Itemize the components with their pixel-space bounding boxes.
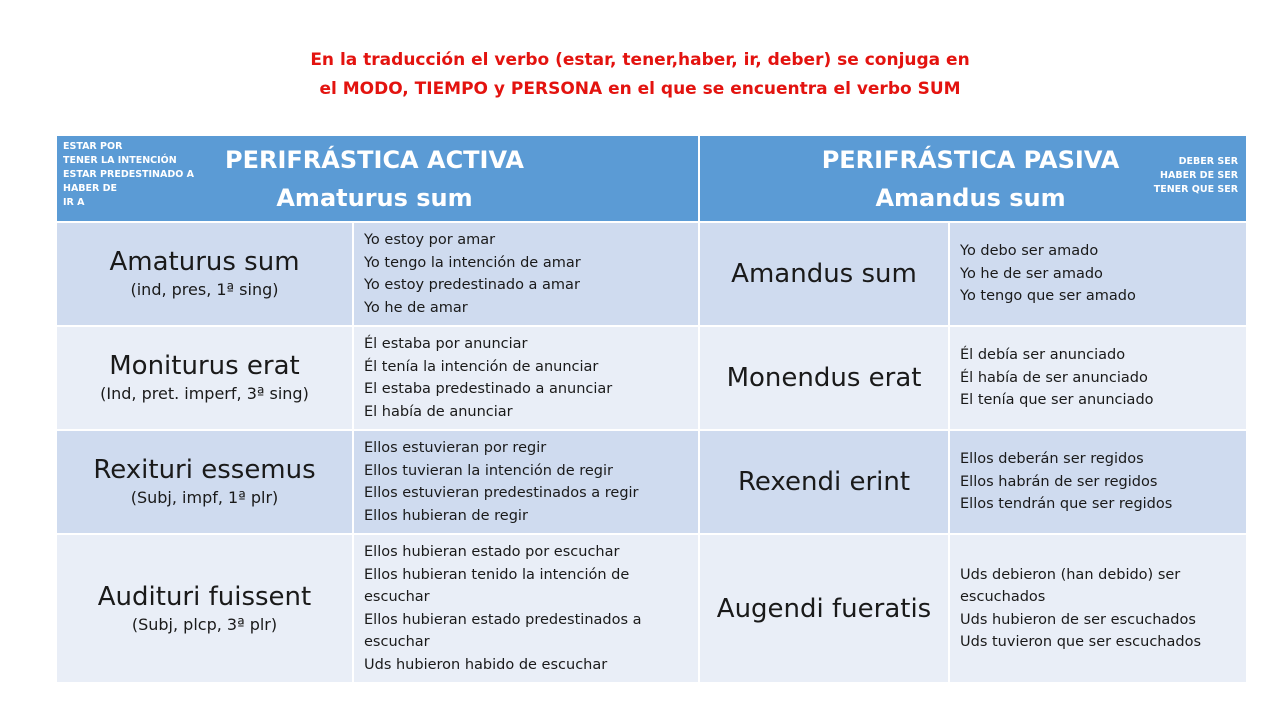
passive-verb: Rexendi erint — [699, 430, 949, 534]
passive-translations — [949, 222, 1247, 326]
translation-line: Uds hubieron habido de escuchar — [364, 656, 608, 673]
passive-verb: Augendi fueratis — [699, 534, 949, 683]
translation-line: Yo estoy por amar — [364, 232, 496, 248]
translation-note — [200, 46, 1080, 104]
table-row — [56, 222, 1247, 326]
active-grammar: (Subj, impf, 1ª plr) — [130, 488, 279, 507]
active-grammar: (ind, pres, 1ª sing) — [130, 280, 279, 299]
translation-line: Ellos hubieran estado por escuchar — [364, 544, 620, 560]
translation-line: Ellos habrán de ser regidos — [960, 473, 1158, 490]
translation-line: Uds debieron (han debido) ser escuchados — [960, 566, 1181, 605]
passive-translations — [949, 534, 1247, 683]
passive-title: PERIFRÁSTICA PASIVA — [821, 145, 1120, 174]
side-label: HABER DE SER — [1160, 170, 1239, 181]
passive-verb: Monendus erat — [699, 326, 949, 430]
table-row — [56, 430, 1247, 534]
active-translations — [353, 222, 699, 326]
translation-line: El había de anunciar — [364, 403, 513, 420]
translation-line: El tenía que ser anunciado — [960, 392, 1154, 409]
side-label: TENER LA INTENCIÓN — [63, 155, 177, 166]
table-row — [56, 534, 1247, 683]
header-row — [56, 135, 1247, 222]
active-side-labels — [63, 140, 194, 210]
translation-line: Ellos hubieran de regir — [364, 507, 528, 524]
side-label: TENER QUE SER — [1153, 184, 1239, 195]
translation-line: Él estaba por anunciar — [364, 336, 528, 352]
translation-line: Yo estoy predestinado a amar — [364, 277, 580, 293]
active-grammar: (Ind, pret. imperf, 3ª sing) — [100, 384, 309, 403]
translation-line: Ellos deberán ser regidos — [960, 451, 1144, 468]
passive-side-labels — [1154, 155, 1238, 197]
translation-line: Ellos hubieran estado predestinados a escuchar — [364, 611, 642, 650]
active-grammar: (Subj, plcp, 3ª plr) — [131, 614, 278, 634]
translation-line: Yo debo ser amado — [960, 243, 1099, 260]
periphrastic-table — [55, 134, 1248, 684]
active-verb-cell — [56, 430, 353, 534]
translation-line: Uds tuvieron que ser escuchados — [960, 634, 1202, 650]
passive-verb: Amandus sum — [699, 222, 949, 326]
passive-translations — [949, 430, 1247, 534]
active-header — [56, 135, 699, 222]
note-line-1: En la traducción el verbo (estar, tener,haber, ir, deber) se conjuga en — [310, 50, 970, 70]
translation-line: El estaba predestinado a anunciar — [364, 381, 613, 397]
active-verb-cell — [56, 534, 353, 683]
translation-line: Ellos tendrán que ser regidos — [960, 496, 1173, 513]
active-subtitle: Amaturus sum — [276, 183, 473, 212]
translation-line: Él había de ser anunciado — [960, 369, 1148, 386]
active-verb: Audituri fuissent — [97, 581, 312, 612]
active-translations — [353, 534, 699, 683]
passive-header — [699, 135, 1247, 222]
passive-translations — [949, 326, 1247, 430]
note-line-2: el MODO, TIEMPO y PERSONA en el que se encuentra el verbo SUM — [319, 79, 961, 99]
translation-line: Yo tengo que ser amado — [960, 288, 1136, 305]
active-verb: Moniturus erat — [109, 351, 300, 381]
side-label: IR A — [63, 197, 85, 208]
active-verb-cell — [56, 326, 353, 430]
translation-line: Él tenía la intención de anunciar — [364, 358, 599, 375]
side-label: ESTAR POR — [63, 141, 123, 152]
passive-subtitle: Amandus sum — [875, 183, 1066, 212]
translation-line: Yo tengo la intención de amar — [364, 254, 581, 271]
active-verb-cell — [56, 222, 353, 326]
translation-line: Ellos estuvieran predestinados a regir — [364, 485, 639, 501]
side-label: HABER DE — [63, 183, 118, 194]
table-row — [56, 326, 1247, 430]
side-label: ESTAR PREDESTINADO A — [63, 169, 194, 180]
active-translations — [353, 326, 699, 430]
active-verb: Amaturus sum — [109, 247, 300, 277]
translation-line: Yo he de ser amado — [960, 265, 1103, 282]
translation-line: Uds hubieron de ser escuchados — [960, 611, 1196, 628]
active-title: PERIFRÁSTICA ACTIVA — [225, 145, 524, 174]
translation-line: Ellos tuvieran la intención de regir — [364, 462, 614, 479]
translation-line: Yo he de amar — [364, 299, 468, 316]
translation-line: Ellos hubieran tenido la intención de escuchar — [364, 566, 630, 605]
active-verb: Rexituri essemus — [93, 455, 316, 485]
active-translations — [353, 430, 699, 534]
translation-line: Él debía ser anunciado — [960, 347, 1126, 364]
side-label: DEBER SER — [1178, 156, 1239, 167]
translation-line: Ellos estuvieran por regir — [364, 440, 547, 456]
